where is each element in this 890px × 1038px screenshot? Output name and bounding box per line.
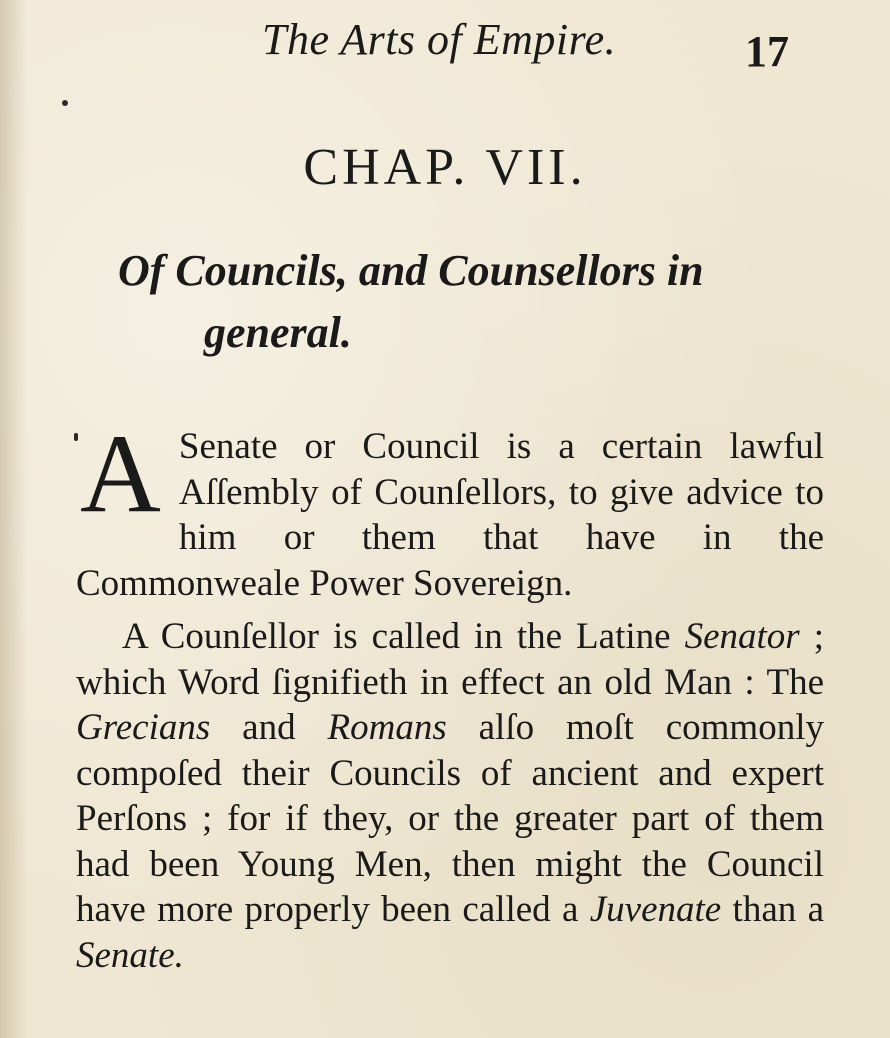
chapter-title	[118, 240, 838, 364]
running-head: The Arts of Empire.	[262, 15, 617, 64]
paragraph-1-text: Senate or Council is a certain lawful Aſſembly of Counſellors, to give advice to him or them that have in the Commonweale Power Sovereign.	[76, 426, 824, 604]
page-number: 17	[745, 27, 789, 76]
italic-term: Juvenate	[589, 889, 722, 930]
italic-term: Senator	[684, 616, 800, 657]
text-run: ; which Word ſignifieth in effect an old Man : The	[76, 616, 825, 703]
text-run: and	[210, 707, 328, 748]
italic-term: Grecians	[76, 707, 211, 748]
drop-cap: A	[80, 412, 161, 536]
ink-speck	[74, 433, 78, 441]
paragraph-1	[76, 412, 824, 606]
italic-term: Senate.	[76, 934, 184, 976]
chapter-heading: CHAP. VII.	[303, 139, 587, 196]
ink-speck	[62, 100, 68, 106]
chapter-title-line-2: general.	[204, 308, 352, 357]
body-text	[76, 412, 825, 978]
text-run: A Counſellor is called in the Latine	[122, 616, 685, 657]
paragraph-2	[76, 614, 824, 978]
text-run: than a	[721, 889, 825, 930]
italic-term: Romans	[327, 707, 447, 748]
text-run: alſo moſt commonly compoſed their Councils of ancient and expert Perſons ; for if they, or the greater part of them had been Young Men, then might the Council have more properly been called a	[76, 707, 824, 930]
chapter-title-line-1: Of Councils, and Counsellors in	[118, 246, 704, 295]
